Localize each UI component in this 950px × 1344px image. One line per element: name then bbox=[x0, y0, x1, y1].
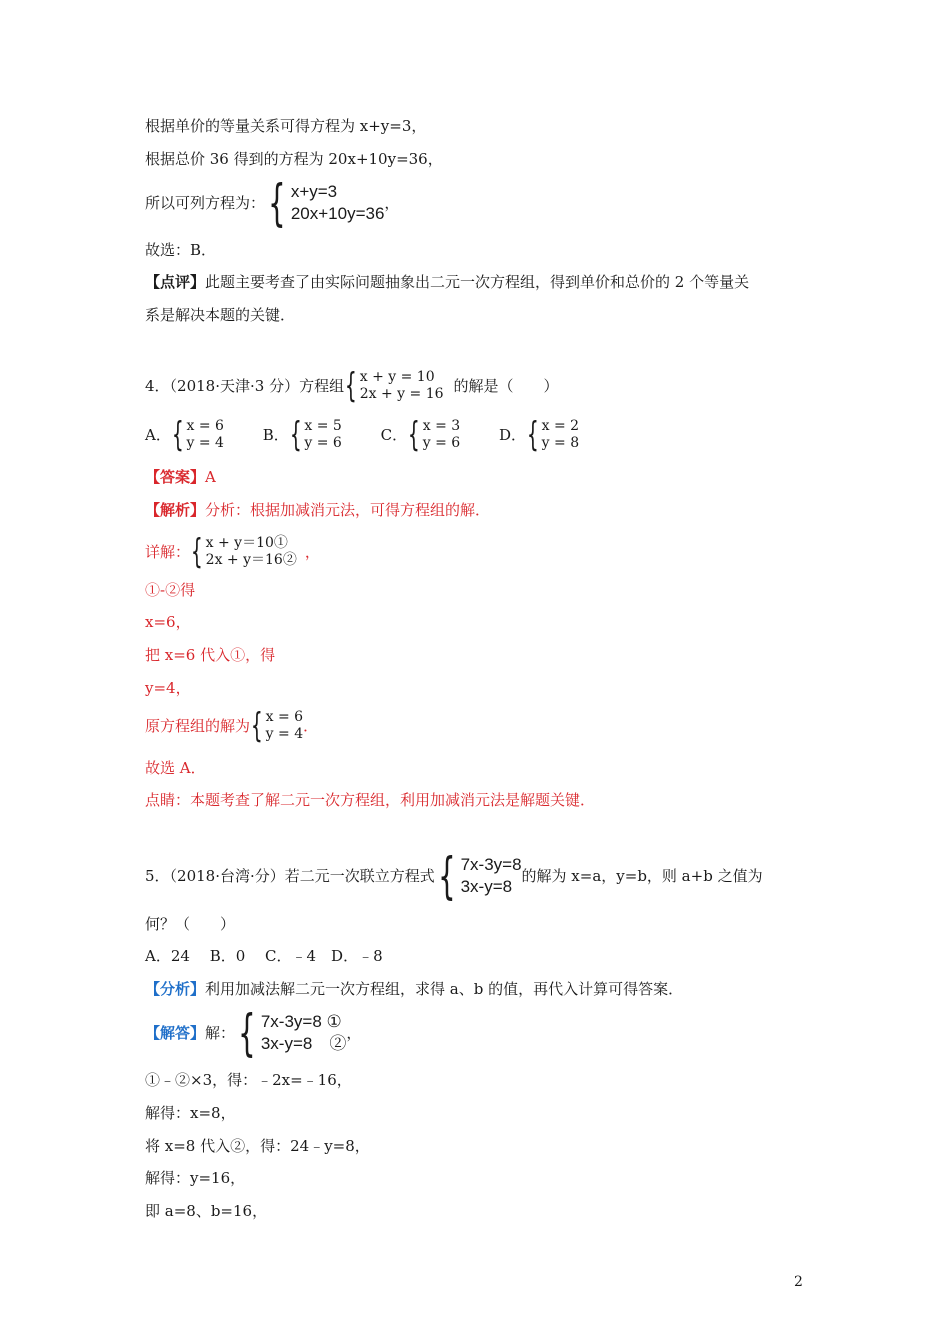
analysis-line bbox=[145, 500, 490, 520]
equation-stack bbox=[266, 709, 303, 743]
equation-system bbox=[145, 174, 400, 232]
equation-stack bbox=[461, 854, 522, 898]
equation-system bbox=[145, 366, 559, 406]
equation: x = 6 bbox=[265, 709, 304, 725]
text-line: 系是解决本题的关键． bbox=[145, 306, 296, 324]
question-text: 的解是（ ） bbox=[453, 377, 559, 395]
brace-icon: { bbox=[526, 415, 539, 455]
text: ． bbox=[303, 717, 319, 735]
solve-tag: 【解答】 bbox=[145, 1024, 206, 1042]
comment-text: 此题主要考查了由实际问题抽象出二元一次方程组，得到单价和总价的 2 个等量关 bbox=[205, 273, 750, 291]
answer-tag: 【答案】 bbox=[145, 468, 206, 486]
brace-icon: { bbox=[437, 847, 456, 905]
equation-system bbox=[145, 706, 319, 746]
brace-icon: { bbox=[171, 415, 184, 455]
brace-icon: { bbox=[289, 415, 302, 455]
analysis-text: 利用加减法解二元一次方程组，求得 a、b 的值，再代入计算可得答案． bbox=[205, 980, 684, 998]
question-text: 的解为 x=a，y=b，则 a+b 之值为 bbox=[521, 867, 763, 885]
option-label: C． bbox=[380, 426, 408, 444]
answer-line bbox=[145, 467, 216, 487]
equation: x+y=3 bbox=[290, 182, 338, 201]
text: 原方程组的解为 bbox=[145, 717, 251, 735]
equation-stack bbox=[206, 535, 297, 569]
equation: 20x+10y=36 bbox=[290, 204, 385, 223]
brace-icon: { bbox=[238, 1004, 256, 1062]
equation: x = 5 bbox=[304, 418, 342, 434]
step-line: x=6， bbox=[145, 613, 191, 631]
equation: 2x + y = 16 bbox=[359, 386, 444, 402]
equation: 3x-y=8 ② bbox=[260, 1034, 347, 1053]
answer-value: A bbox=[205, 468, 216, 486]
analysis-tag: 【分析】 bbox=[145, 980, 206, 998]
option-b bbox=[262, 415, 342, 455]
step-line: 将 x=8 代入②，得：24﹣y=8， bbox=[145, 1137, 370, 1155]
text-line: 故选：B． bbox=[145, 241, 217, 259]
text-line: 根据单价的等量关系可得方程为 x+y=3， bbox=[145, 117, 427, 135]
step-line: ①-②得 bbox=[145, 581, 196, 599]
option-c bbox=[380, 415, 461, 455]
equation: y = 4 bbox=[265, 726, 304, 742]
step-line: 即 a=8、b=16， bbox=[145, 1202, 268, 1220]
comment-line bbox=[145, 272, 749, 292]
equation: x = 3 bbox=[422, 418, 461, 434]
step-line: 把 x=6 代入①，得 bbox=[145, 646, 276, 664]
text: ， bbox=[304, 543, 320, 561]
equation-stack bbox=[261, 1011, 347, 1055]
detail-lead: 详解： bbox=[145, 543, 191, 561]
equation: y = 6 bbox=[422, 435, 461, 451]
equation: x = 2 bbox=[541, 418, 580, 434]
text-line: 根据总价 36 得到的方程为 20x+10y=36， bbox=[145, 150, 443, 168]
question-4 bbox=[145, 366, 559, 406]
equation-system bbox=[145, 847, 763, 905]
remark-line: 点睛：本题考查了解二元一次方程组，利用加减消元法是解题关键． bbox=[145, 791, 596, 809]
solution-line bbox=[145, 706, 319, 746]
equation: x + y＝10① bbox=[205, 535, 288, 551]
options-row bbox=[145, 415, 613, 455]
equation-stack bbox=[423, 418, 460, 452]
text: 解： bbox=[205, 1024, 236, 1042]
step-line: 解得：x=8， bbox=[145, 1104, 236, 1122]
equation-stack bbox=[542, 418, 579, 452]
question-5 bbox=[145, 847, 763, 905]
analysis-tag: 【解析】 bbox=[145, 501, 206, 519]
equation: y = 6 bbox=[304, 435, 342, 451]
brace-icon: { bbox=[407, 415, 420, 455]
equation-stack bbox=[186, 418, 223, 452]
equation: y = 4 bbox=[186, 435, 224, 451]
comment-tag: 【点评】 bbox=[145, 273, 206, 291]
question-text: 何？（ ） bbox=[145, 915, 236, 933]
equation-system bbox=[145, 1004, 362, 1062]
option-label: D． bbox=[498, 426, 527, 444]
brace-icon: { bbox=[344, 366, 357, 406]
options-row: A．24 B．0 C．﹣4 D．﹣8 bbox=[145, 947, 383, 965]
solve-line bbox=[145, 1004, 362, 1062]
brace-icon: { bbox=[190, 532, 203, 572]
option-label: A． bbox=[145, 426, 171, 444]
equation-line bbox=[145, 174, 400, 232]
text: 所以可列方程为： bbox=[145, 194, 266, 212]
equation: 7x-3y=8 ① bbox=[260, 1012, 342, 1031]
brace-icon: { bbox=[250, 706, 263, 746]
equation-stack bbox=[360, 369, 444, 403]
equation: x + y = 10 bbox=[359, 369, 435, 385]
analysis-text: 分析：根据加减消元法，可得方程组的解． bbox=[205, 501, 491, 519]
equation: 2x + y＝16② bbox=[205, 552, 297, 568]
option-d bbox=[498, 415, 580, 455]
step-line: 解得：y=16， bbox=[145, 1169, 246, 1187]
step-line: 故选 A． bbox=[145, 759, 206, 777]
option-a bbox=[145, 415, 224, 455]
option-label: B． bbox=[262, 426, 289, 444]
equation: 7x-3y=8 bbox=[460, 855, 522, 874]
equation-stack bbox=[291, 181, 385, 225]
equation: 3x-y=8 bbox=[460, 877, 513, 896]
text: ， bbox=[346, 1024, 362, 1042]
step-line: ①﹣②×3，得：﹣2x=﹣16， bbox=[145, 1071, 352, 1089]
step-line: y=4， bbox=[145, 679, 191, 697]
equation: y = 8 bbox=[541, 435, 580, 451]
brace-icon: { bbox=[268, 174, 286, 232]
equation-stack bbox=[304, 418, 341, 452]
equation-system bbox=[145, 532, 320, 572]
text: ， bbox=[384, 194, 400, 212]
equation: x = 6 bbox=[186, 418, 224, 434]
analysis-line bbox=[145, 979, 683, 999]
detail-line bbox=[145, 532, 320, 572]
page-number: 2 bbox=[794, 1274, 803, 1290]
question-text: 5．（2018·台湾·分）若二元一次联立方程式 bbox=[145, 867, 435, 885]
question-text: 4．（2018·天津·3 分）方程组 bbox=[145, 377, 345, 395]
